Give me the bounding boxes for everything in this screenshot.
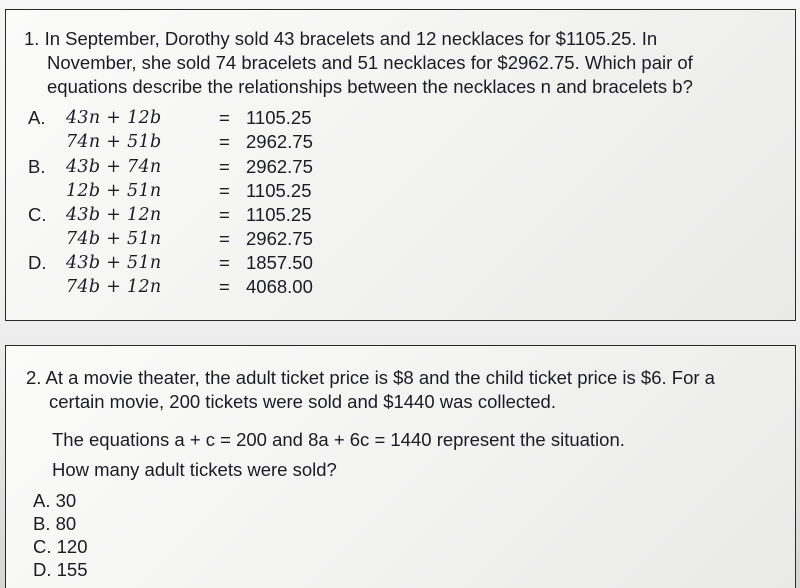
option-equation-rhs: 1857.50 — [246, 252, 313, 273]
question-2-question: How many adult tickets were sold? — [52, 459, 337, 480]
option-equation-lhs: 74n + 51b — [66, 132, 162, 152]
question-1-prompt — [24, 27, 764, 99]
equals-sign: = — [219, 276, 230, 297]
question-2-line: 2. At a movie theater, the adult ticket price is $8 and the child ticket price is $6. For a — [26, 367, 715, 388]
option-equation-rhs: 4068.00 — [246, 276, 313, 297]
option-equation-rhs: 2962.75 — [246, 131, 313, 152]
question-1-line: November, she sold 74 bracelets and 51 necklaces for $2962.75. Which pair of — [47, 52, 693, 73]
option-equation-rhs: 1105.25 — [246, 204, 312, 225]
equals-sign: = — [219, 228, 230, 249]
question-1-box — [5, 9, 796, 321]
question-2-prompt — [26, 366, 766, 414]
equals-sign: = — [219, 107, 230, 128]
question-1-line: 1. In September, Dorothy sold 43 bracelets and 12 necklaces for $1105.25. In — [24, 28, 658, 49]
question-2-option-c[interactable]: C. 120 — [33, 536, 88, 557]
option-letter: C. — [28, 204, 47, 225]
question-2-equations: The equations a + c = 200 and 8a + 6c = 1440 represent the situation. — [52, 429, 625, 450]
question-1-line: equations describe the relationships between the necklaces n and bracelets b? — [47, 76, 693, 97]
option-equation-lhs: 12b + 51n — [66, 181, 162, 201]
equals-sign: = — [219, 204, 230, 225]
question-2-option-d[interactable]: D. 155 — [33, 559, 88, 580]
option-letter: D. — [28, 252, 47, 273]
question-2-option-a[interactable]: A. 30 — [33, 490, 77, 511]
question-2-line: certain movie, 200 tickets were sold and $1440 was collected. — [49, 391, 556, 412]
option-equation-lhs: 43b + 51n — [66, 253, 162, 273]
equals-sign: = — [219, 180, 230, 201]
option-equation-rhs: 1105.25 — [246, 180, 312, 201]
option-equation-rhs: 2962.75 — [246, 228, 313, 249]
equals-sign: = — [219, 252, 230, 273]
equals-sign: = — [219, 131, 230, 152]
option-equation-lhs: 74b + 51n — [66, 229, 162, 249]
equals-sign: = — [219, 156, 230, 177]
option-equation-lhs: 43b + 74n — [66, 157, 162, 177]
option-equation-lhs: 74b + 12n — [66, 277, 162, 297]
option-equation-lhs: 43b + 12n — [66, 205, 162, 225]
option-letter: A. — [28, 107, 46, 128]
option-letter: B. — [28, 156, 46, 177]
option-equation-rhs: 2962.75 — [246, 156, 313, 177]
option-equation-rhs: 1105.25 — [246, 107, 312, 128]
question-2-option-b[interactable]: B. 80 — [33, 513, 77, 534]
question-2-box — [5, 345, 796, 588]
option-equation-lhs: 43n + 12b — [66, 108, 162, 128]
